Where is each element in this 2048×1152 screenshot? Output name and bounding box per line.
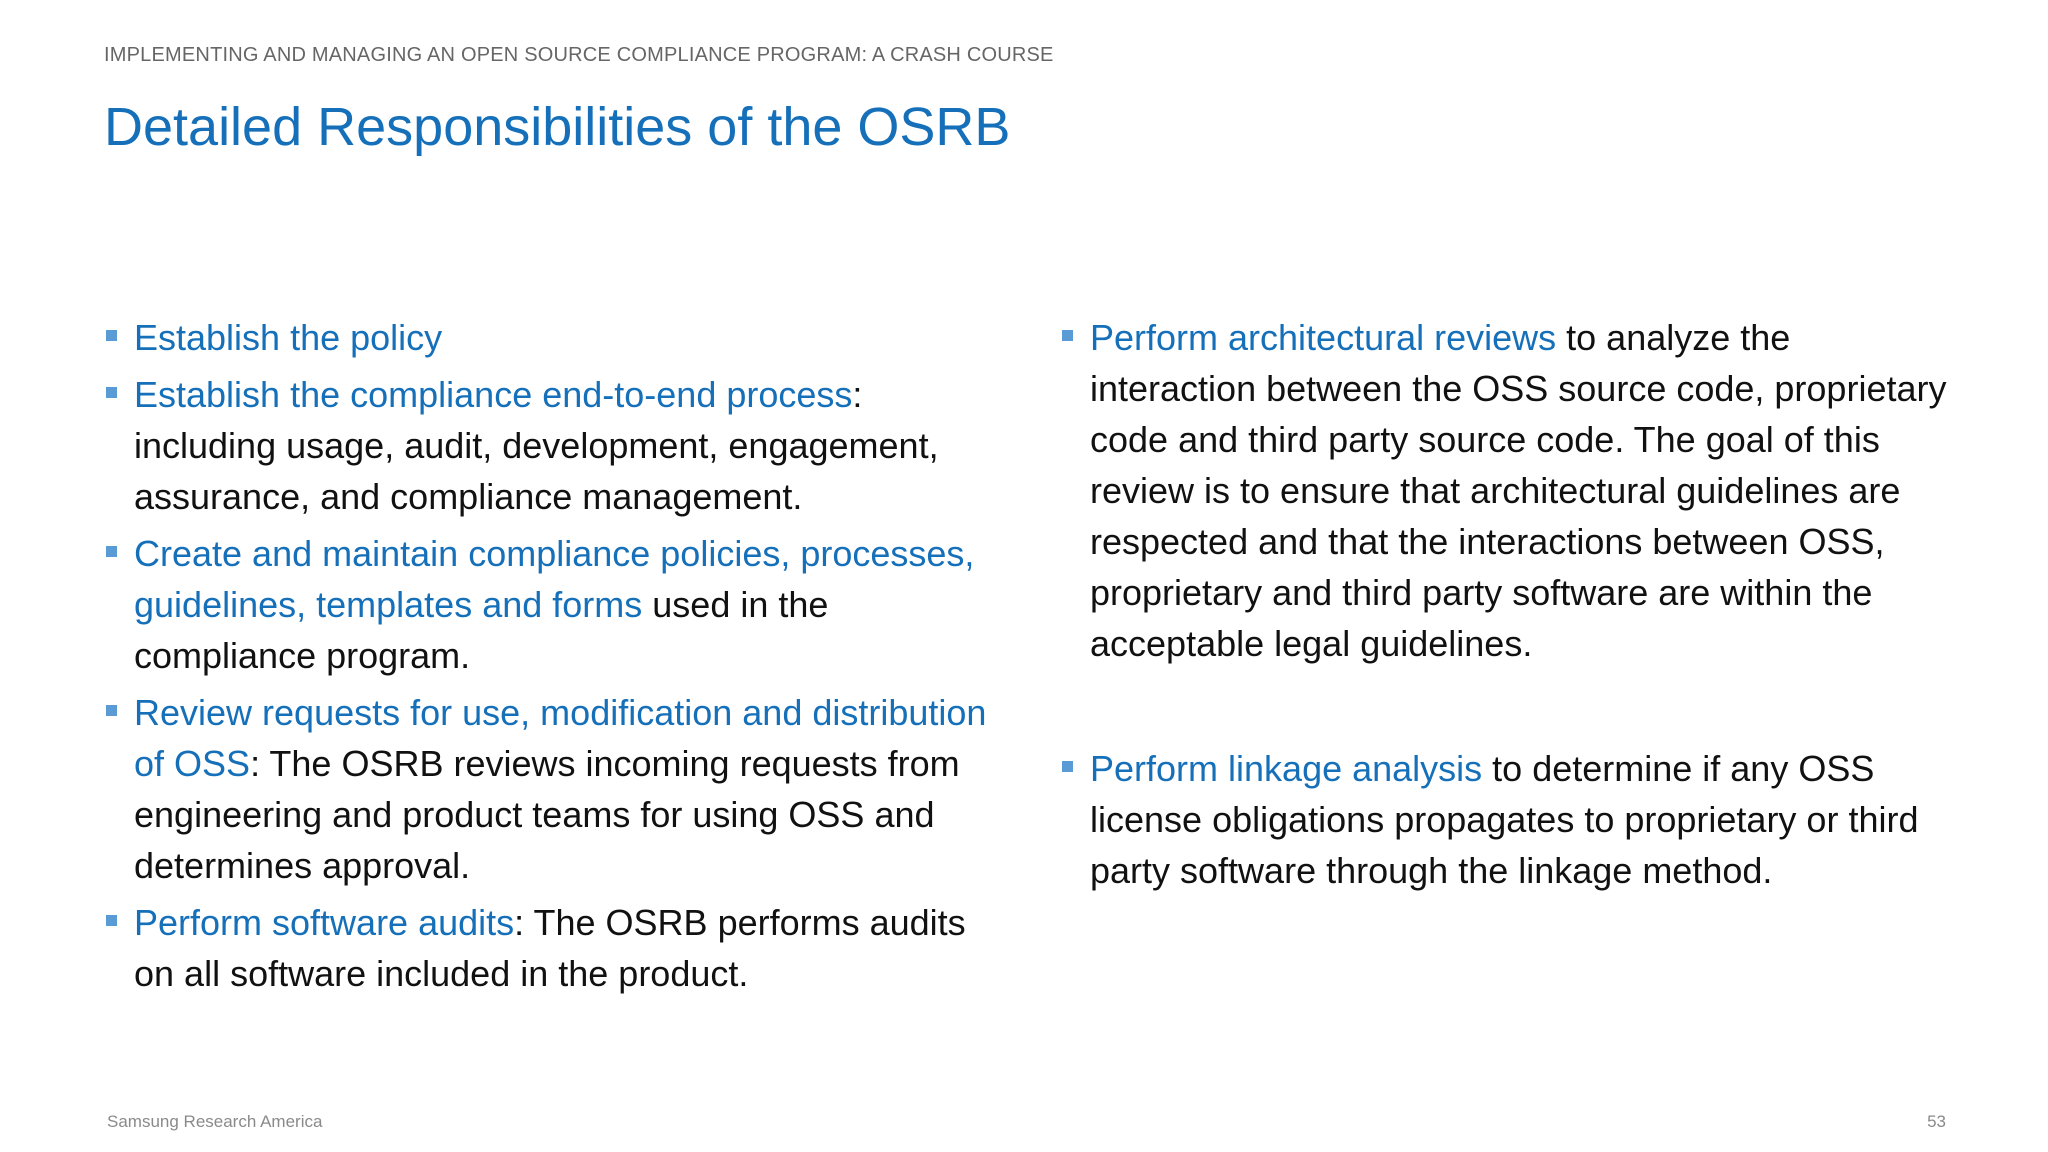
bullet-highlight: Perform software audits <box>134 902 515 943</box>
footer-organization: Samsung Research America <box>107 1112 323 1131</box>
page-number: 53 <box>1927 1112 1946 1131</box>
right-column <box>1060 312 1960 902</box>
bullet-item <box>104 369 1004 522</box>
bullet-highlight: Establish the policy <box>134 317 443 358</box>
bullet-item <box>104 528 1004 681</box>
left-column <box>104 312 1004 1005</box>
bullet-highlight: Establish the compliance end-to-end process <box>134 374 853 415</box>
bullet-item <box>1060 743 1960 896</box>
square-bullet-icon <box>106 546 117 557</box>
square-bullet-icon <box>106 387 117 398</box>
square-bullet-icon <box>1062 330 1073 341</box>
square-bullet-icon <box>106 330 117 341</box>
right-bullet-list <box>1060 312 1960 896</box>
square-bullet-icon <box>1062 761 1073 772</box>
bullet-text: used in the compliance program. <box>134 584 829 676</box>
left-bullet-list <box>104 312 1004 999</box>
bullet-item <box>104 687 1004 891</box>
course-header: IMPLEMENTING AND MANAGING AN OPEN SOURCE COMPLIANCE PROGRAM: A CRASH COURSE <box>104 44 1054 66</box>
slide-title: Detailed Responsibilities of the OSRB <box>104 97 1011 157</box>
bullet-text: : The OSRB performs audits on all software included in the product. <box>134 902 966 994</box>
bullet-text: : The OSRB reviews incoming requests from engineering and product teams for using OSS and determines approval. <box>134 743 960 886</box>
bullet-text: to analyze the interaction between the OSS source code, proprietary code and third party source code. The goal of this review is to ensure that architectural guidelines are respected and that the interactions between OSS, proprietary and third party software are within the acceptable legal guidelines. <box>1090 317 1947 664</box>
bullet-item <box>104 897 1004 999</box>
square-bullet-icon <box>106 705 117 716</box>
bullet-highlight: Review requests for use, modification and distribution of OSS <box>134 692 987 784</box>
bullet-highlight: Perform architectural reviews <box>1090 317 1557 358</box>
bullet-text: to determine if any OSS license obligations propagates to proprietary or third party software through the linkage method. <box>1090 748 1919 891</box>
bullet-item <box>1060 312 1960 669</box>
bullet-item <box>104 312 1004 363</box>
bullet-text: : including usage, audit, development, engagement, assurance, and compliance management. <box>134 374 939 517</box>
bullet-highlight: Perform linkage analysis <box>1090 748 1483 789</box>
square-bullet-icon <box>106 915 117 926</box>
bullet-highlight: Create and maintain compliance policies, processes, guidelines, templates and forms <box>134 533 975 625</box>
